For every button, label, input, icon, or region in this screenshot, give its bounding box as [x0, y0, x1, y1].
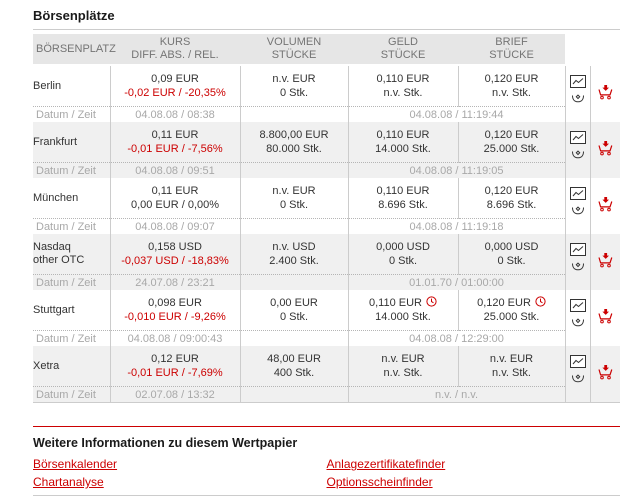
exchange-main-row: [33, 234, 620, 275]
watchlist-basket-icon[interactable]: [570, 206, 586, 220]
quote-datum: n.v. / n.v.: [348, 387, 565, 403]
brief-value: n.v. EUR: [489, 353, 534, 365]
volumen-value: n.v. USD: [272, 241, 316, 253]
kurs-cell: [110, 290, 240, 331]
brief-value: 0,000 USD: [484, 241, 539, 253]
kurs-diff: -0,01 EUR / -7,69%: [127, 367, 223, 379]
col-header-boersenplatz: BÖRSENPLATZ: [33, 34, 110, 65]
geld-stueck: 0 Stk.: [388, 255, 418, 267]
datum-row: [33, 219, 620, 235]
link-optionsscheinfinder[interactable]: Optionsscheinfinder: [326, 475, 433, 489]
volumen-value: n.v. EUR: [272, 185, 316, 197]
col-header-geld: GELD STÜCKE: [348, 34, 458, 65]
buy-cart-icon[interactable]: [597, 365, 613, 379]
volumen-stueck: 400 Stk.: [273, 367, 315, 379]
geld-cell: [348, 122, 458, 163]
volumen-value: 8.800,00 EUR: [259, 129, 329, 141]
kurs-datum: 24.07.08 / 23:21: [110, 275, 240, 291]
link-boersenkalender[interactable]: Börsenkalender: [33, 457, 118, 471]
brief-value: 0,120 EUR: [484, 73, 539, 85]
datum-row: [33, 275, 620, 291]
watchlist-basket-icon[interactable]: [570, 318, 586, 332]
datum-label: Datum / Zeit: [33, 331, 110, 347]
watchlist-basket-icon[interactable]: [570, 374, 586, 388]
chart-icon[interactable]: [570, 75, 586, 89]
datum-label: Datum / Zeit: [33, 275, 110, 291]
volumen-value: n.v. EUR: [272, 73, 316, 85]
col-header-volumen: VOLUMEN STÜCKE: [240, 34, 348, 65]
exchange-block-nasdaq-other-otc: [33, 234, 620, 290]
volumen-datum-blank: [240, 107, 348, 123]
kurs-diff: -0,02 EUR / -20,35%: [124, 87, 226, 99]
brief-stueck: 25.000 Stk.: [483, 311, 540, 323]
datum-row: [33, 387, 620, 403]
exchange-block-berlin: [33, 65, 620, 122]
geld-stueck: n.v. Stk.: [383, 367, 423, 379]
watchlist-basket-icon[interactable]: [570, 94, 586, 108]
buy-cart-icon[interactable]: [597, 197, 613, 211]
volumen-cell: [240, 122, 348, 163]
col-header-brief: BRIEF STÜCKE: [458, 34, 565, 65]
title-divider: [33, 29, 620, 30]
chart-icon[interactable]: [570, 243, 586, 257]
row-tools-cell: [565, 178, 590, 234]
kurs-value: 0,11 EUR: [151, 185, 199, 197]
buy-cart-icon[interactable]: [597, 309, 613, 323]
kurs-value: 0,158 USD: [148, 241, 202, 253]
volumen-datum-blank: [240, 275, 348, 291]
kurs-datum: 04.08.08 / 09:51: [110, 163, 240, 179]
footer-links-left: [33, 455, 327, 491]
exchange-name: Nasdaq other OTC: [33, 234, 110, 275]
row-tools-cell: [565, 290, 590, 346]
brief-stueck: 25.000 Stk.: [483, 143, 540, 155]
exchange-table: [33, 34, 620, 403]
footer-heading: Weitere Informationen zu diesem Wertpapier: [33, 436, 298, 450]
row-tools-cell: [565, 65, 590, 122]
volumen-cell: [240, 290, 348, 331]
watchlist-basket-icon[interactable]: [570, 262, 586, 276]
geld-value: 0,110 EUR: [376, 185, 430, 197]
exchange-name: Xetra: [33, 346, 110, 387]
volumen-cell: [240, 234, 348, 275]
brief-cell: [458, 122, 565, 163]
volumen-stueck: 0 Stk.: [279, 199, 309, 211]
row-cart-cell: [590, 290, 620, 346]
row-cart-cell: [590, 234, 620, 290]
volumen-value: 0,00 EUR: [270, 297, 318, 309]
brief-stueck: n.v. Stk.: [492, 87, 531, 99]
brief-stueck: 8.696 Stk.: [486, 199, 537, 211]
quote-datum: 04.08.08 / 11:19:18: [348, 219, 565, 235]
page-title: Börsenplätze: [33, 8, 115, 23]
exchange-block-xetra: [33, 346, 620, 403]
row-cart-cell: [590, 65, 620, 122]
realtime-clock-icon: [426, 296, 437, 307]
kurs-cell: [110, 65, 240, 107]
datum-label: Datum / Zeit: [33, 219, 110, 235]
row-cart-cell: [590, 122, 620, 178]
col-header-cart-blank: [590, 34, 620, 65]
row-cart-cell: [590, 178, 620, 234]
volumen-cell: [240, 178, 348, 219]
volumen-stueck: 2.400 Stk.: [269, 255, 319, 267]
buy-cart-icon[interactable]: [597, 141, 613, 155]
exchange-main-row: [33, 290, 620, 331]
quote-datum: 04.08.08 / 11:19:05: [348, 163, 565, 179]
realtime-clock-icon: [535, 296, 546, 307]
kurs-cell: [110, 234, 240, 275]
brief-cell: [458, 65, 565, 107]
exchange-main-row: [33, 65, 620, 107]
link-anlagezertifikatefinder[interactable]: Anlagezertifikatefinder: [326, 457, 446, 471]
brief-cell: [458, 178, 565, 219]
kurs-datum: 04.08.08 / 08:38: [110, 107, 240, 123]
exchange-main-row: [33, 346, 620, 387]
exchange-name: Stuttgart: [33, 303, 75, 316]
buy-cart-icon[interactable]: [597, 85, 613, 99]
datum-label: Datum / Zeit: [33, 107, 110, 123]
kurs-value: 0,11 EUR: [151, 129, 199, 141]
geld-stueck: 14.000 Stk.: [375, 143, 431, 155]
datum-row: [33, 331, 620, 347]
volumen-datum-blank: [240, 219, 348, 235]
volumen-cell: [240, 65, 348, 107]
exchange-block-frankfurt: [33, 122, 620, 178]
brief-value: 0,120 EUR: [459, 296, 565, 310]
kurs-cell: [110, 346, 240, 387]
geld-cell: [348, 178, 458, 219]
geld-stueck: n.v. Stk.: [383, 87, 423, 99]
chart-icon[interactable]: [570, 187, 586, 201]
row-cart-cell: [590, 346, 620, 403]
geld-cell: [348, 234, 458, 275]
geld-cell: [348, 346, 458, 387]
col-header-tools-blank: [565, 34, 590, 65]
volumen-datum-blank: [240, 387, 348, 403]
kurs-cell: [110, 178, 240, 219]
volumen-stueck: 0 Stk.: [279, 311, 309, 323]
volumen-stueck: 0 Stk.: [279, 87, 309, 99]
quote-datum: 04.08.08 / 11:19:44: [348, 107, 565, 123]
kurs-datum: 04.08.08 / 09:00:43: [110, 331, 240, 347]
table-header: [33, 34, 620, 65]
brief-stueck: n.v. Stk.: [492, 367, 531, 379]
geld-value: 0,110 EUR: [376, 129, 430, 141]
kurs-value: 0,12 EUR: [151, 353, 199, 365]
brief-cell: [458, 234, 565, 275]
datum-row: [33, 107, 620, 123]
volumen-cell: [240, 346, 348, 387]
link-chartanalyse[interactable]: Chartanalyse: [33, 475, 104, 489]
geld-cell: [348, 65, 458, 107]
brief-cell: [458, 346, 565, 387]
quote-datum: 04.08.08 / 12:29:00: [348, 331, 565, 347]
exchange-name: München: [33, 191, 79, 204]
exchange-main-row: [33, 122, 620, 163]
kurs-datum: 04.08.08 / 09:07: [110, 219, 240, 235]
kurs-diff: -0,01 EUR / -7,56%: [127, 143, 223, 155]
row-tools-cell: [565, 122, 590, 178]
geld-value: 0,110 EUR: [349, 296, 458, 310]
kurs-cell: [110, 122, 240, 163]
volumen-stueck: 80.000 Stk.: [266, 143, 322, 155]
exchange-main-row: [33, 178, 620, 219]
datum-row: [33, 163, 620, 179]
kurs-diff: 0,00 EUR / 0,00%: [130, 199, 220, 211]
exchange-name: Berlin: [33, 79, 62, 92]
kurs-datum: 02.07.08 / 13:32: [110, 387, 240, 403]
kurs-diff: -0,037 USD / -18,83%: [121, 255, 229, 267]
kurs-value: 0,09 EUR: [151, 73, 199, 85]
kurs-value: 0,098 EUR: [148, 297, 202, 309]
watchlist-basket-icon[interactable]: [570, 150, 586, 164]
volumen-datum-blank: [240, 331, 348, 347]
row-tools-cell: [565, 346, 590, 403]
datum-label: Datum / Zeit: [33, 163, 110, 179]
geld-value: 0,000 USD: [376, 241, 430, 253]
footer-links-right: [327, 455, 621, 491]
exchange-block-stuttgart: [33, 290, 620, 346]
col-header-kurs: KURS DIFF. ABS. / REL.: [110, 34, 240, 65]
brief-value: 0,120 EUR: [484, 185, 539, 197]
geld-stueck: 14.000 Stk.: [375, 311, 431, 323]
brief-cell: [458, 290, 565, 331]
volumen-datum-blank: [240, 163, 348, 179]
volumen-value: 48,00 EUR: [267, 353, 321, 365]
datum-label: Datum / Zeit: [33, 387, 110, 403]
geld-value: 0,110 EUR: [376, 73, 430, 85]
brief-value: 0,120 EUR: [484, 129, 539, 141]
geld-stueck: 8.696 Stk.: [378, 199, 428, 211]
chart-icon[interactable]: [570, 299, 586, 313]
geld-value: n.v. EUR: [381, 353, 425, 365]
exchange-block-muenchen: [33, 178, 620, 234]
chart-icon[interactable]: [570, 355, 586, 369]
row-tools-cell: [565, 234, 590, 290]
geld-cell: [348, 290, 458, 331]
buy-cart-icon[interactable]: [597, 253, 613, 267]
quote-datum: 01.01.70 / 01:00:00: [348, 275, 565, 291]
brief-stueck: 0 Stk.: [497, 255, 526, 267]
exchange-name: Frankfurt: [33, 122, 110, 163]
kurs-diff: -0,010 EUR / -9,26%: [124, 311, 226, 323]
footer-links: [33, 455, 620, 491]
footer-divider-red: [33, 426, 620, 427]
chart-icon[interactable]: [570, 131, 586, 145]
